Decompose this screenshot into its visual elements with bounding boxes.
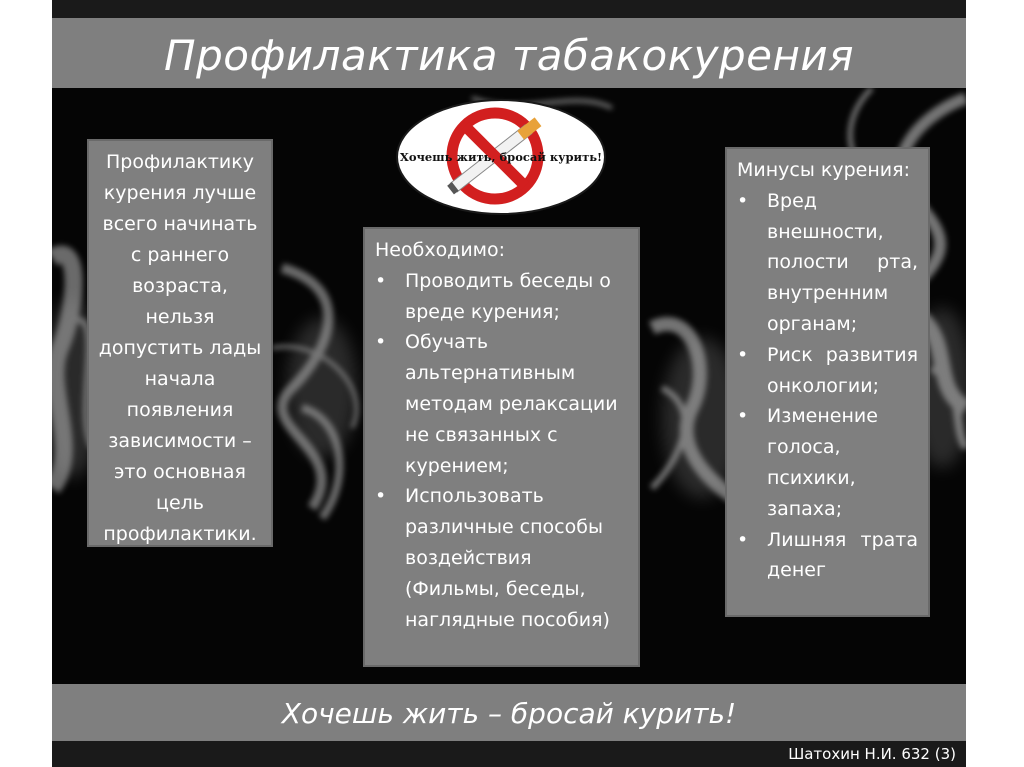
bullet-icon: • [737,405,749,428]
list-item: • Обучать альтернативным методам релаксации не связанных с курением; [375,327,628,481]
list-item: • Риск развития онкологии; [737,340,918,402]
bullet-icon: • [737,343,749,366]
slide-title: Профилактика табакокурения [164,31,854,80]
required-measures-list [375,266,628,636]
smoking-downsides-heading: Минусы курения: [737,159,910,181]
smoking-downsides-box [725,147,930,617]
bullet-icon: • [375,331,387,354]
prevention-note-text: Профилактику курения лучше всего начинать с раннего возраста, нельзя допустить лады начала появления зависимости – это основная цель профилактики. [98,151,262,545]
list-item: • Использовать различные способы воздействия (Фильмы, беседы, наглядные пособия) [375,481,628,635]
smoking-downsides-list [737,186,918,586]
motto-text: Хочешь жить – бросай курить! [281,697,737,730]
prevention-note-box [87,139,273,547]
required-measures-heading: Необходимо: [375,239,506,261]
list-item: • Изменение голоса, психики, запаха; [737,401,918,524]
bullet-icon: • [737,528,749,551]
list-item: • Лишняя трата денег [737,525,918,587]
logo-slogan: Хочешь жить, бросай курить! [399,150,603,164]
list-item: • Проводить беседы о вреде курения; [375,266,628,328]
bullet-icon: • [375,269,387,292]
bullet-icon: • [375,485,387,508]
bullet-icon: • [737,189,749,212]
no-smoking-icon [395,98,607,216]
footer-bar [52,741,966,767]
list-item: • Вред внешности, полости рта, внутренним органам; [737,186,918,340]
top-strip [52,0,966,18]
required-measures-box [363,227,640,667]
author-label: Шатохин Н.И. 632 (3) [788,745,956,763]
